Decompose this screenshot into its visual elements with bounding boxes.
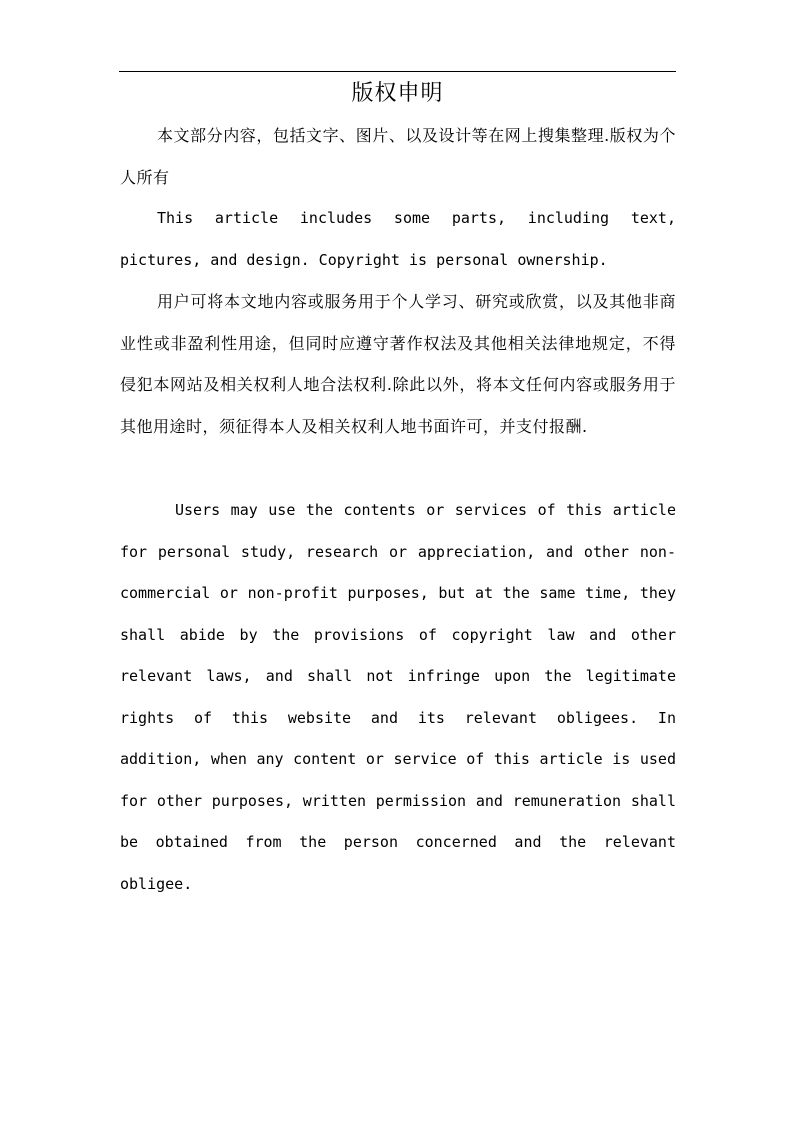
- paragraph-en-copyright: This article includes some parts, including text, pictures, and design. Copyright is personal ownership.: [120, 209, 676, 269]
- header-rule: [119, 71, 676, 72]
- paragraph-en-usage: Users may use the contents or services of this article for personal study, research or appreciation, and other non-commercial or non-profit purposes, but at the same time, they shall abide by the provisions of copyright law and other relevant laws, and shall not infringe upon the legitimate rights of this website and its relevant obligees. In addition, when any content or service of this article is used for other purposes, written permission and remuneration shall be obtained from the person concerned and the relevant obligee.: [120, 501, 676, 893]
- page-title: 版权申明: [351, 81, 444, 106]
- paragraph-zh-usage: 用户可将本文地内容或服务用于个人学习、研究或欣赏，以及其他非商业性或非盈利性用途，但同时应遵守著作权法及其他相关法律地规定，不得侵犯本网站及相关权利人地合法权利.除此以外，将本文任何内容或服务用于其他用途时，须征得本人及相关权利人地书面许可，并支付报酬.: [120, 292, 676, 436]
- paragraph-zh-copyright: 本文部分内容，包括文字、图片、以及设计等在网上搜集整理.版权为个人所有: [120, 126, 676, 187]
